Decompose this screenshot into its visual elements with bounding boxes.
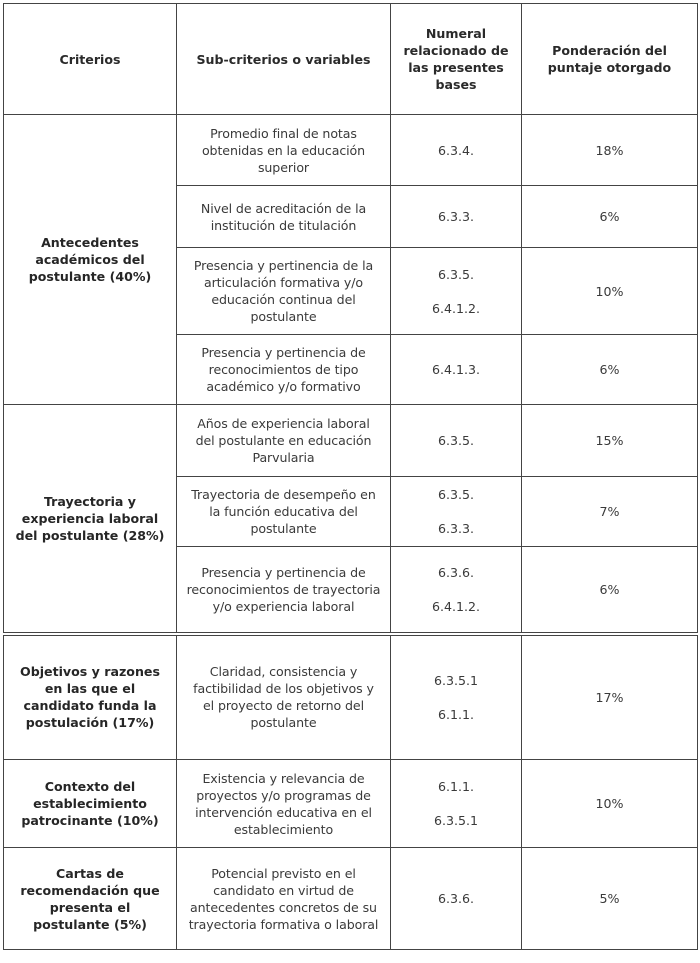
ponderacion-cell: 6% (522, 186, 698, 248)
numeral-value: 6.3.5. (437, 266, 475, 282)
ponderacion-cell: 6% (522, 335, 698, 405)
subcriterio-cell: Claridad, consistencia y factibilidad de los objetivos y el proyecto de retorno del postulante (177, 634, 391, 760)
numeral-value: 6.3.6. (437, 564, 475, 580)
table-row (4, 848, 698, 950)
table-row (4, 115, 698, 186)
numeral-cell (391, 248, 522, 335)
header-row (4, 4, 698, 115)
ponderacion-cell: 17% (522, 634, 698, 760)
numeral-value: 6.4.1.2. (431, 598, 481, 614)
criterio-cell: Objetivos y razones en las que el candidato funda la postulación (17%) (4, 634, 177, 760)
ponderacion-cell: 5% (522, 848, 698, 950)
numeral-value: 6.3.5.1 (433, 813, 479, 828)
criteria-table (3, 3, 698, 950)
numeral-cell (391, 760, 522, 848)
ponderacion-cell: 6% (522, 547, 698, 634)
numeral-value: 6.3.5. (437, 433, 475, 448)
numeral-value: 6.3.3. (437, 521, 475, 536)
ponderacion-cell: 10% (522, 760, 698, 848)
subcriterio-cell: Potencial previsto en el candidato en virtud de antecedentes concretos de su trayectoria formativa o laboral (177, 848, 391, 950)
numeral-value: 6.1.1. (437, 779, 475, 794)
criterio-cell: Contexto del establecimiento patrocinante (10%) (4, 760, 177, 848)
ponderacion-cell: 18% (522, 115, 698, 186)
subcriterio-cell: Existencia y relevancia de proyectos y/o programas de intervención educativa en el establecimiento (177, 760, 391, 848)
numeral-cell (391, 477, 522, 547)
header-criterios: Criterios (4, 4, 177, 115)
numeral-cell (391, 186, 522, 248)
table-row (4, 405, 698, 477)
subcriterio-cell: Presencia y pertinencia de la articulación formativa y/o educación continua del postulante (177, 248, 391, 335)
subcriterio-cell: Nivel de acreditación de la institución de titulación (177, 186, 391, 248)
header-ponderacion: Ponderación del puntaje otorgado (522, 4, 698, 115)
header-numeral: Numeral relacionado de las presentes bases (391, 4, 522, 115)
numeral-value: 6.3.4. (437, 142, 475, 158)
subcriterio-cell: Presencia y pertinencia de reconocimientos de tipo académico y/o formativo (177, 335, 391, 405)
ponderacion-cell: 10% (522, 248, 698, 335)
table-row (4, 634, 698, 760)
numeral-value: 6.1.1. (437, 706, 475, 722)
numeral-value: 6.4.1.2. (431, 300, 481, 316)
numeral-value: 6.3.5.1 (433, 672, 479, 688)
subcriterio-cell: Presencia y pertinencia de reconocimientos de trayectoria y/o experiencia laboral (177, 547, 391, 634)
numeral-value: 6.3.3. (437, 209, 475, 224)
numeral-cell (391, 115, 522, 186)
numeral-cell (391, 848, 522, 950)
ponderacion-cell: 7% (522, 477, 698, 547)
numeral-value: 6.3.5. (437, 487, 475, 502)
ponderacion-cell: 15% (522, 405, 698, 477)
numeral-cell (391, 547, 522, 634)
numeral-value: 6.3.6. (437, 891, 475, 906)
criterio-cell: Trayectoria y experiencia laboral del postulante (28%) (4, 405, 177, 634)
subcriterio-cell: Promedio final de notas obtenidas en la educación superior (177, 115, 391, 186)
numeral-cell (391, 405, 522, 477)
numeral-value: 6.4.1.3. (431, 362, 481, 377)
criterio-cell: Antecedentes académicos del postulante (40%) (4, 115, 177, 405)
table-row (4, 760, 698, 848)
subcriterio-cell: Trayectoria de desempeño en la función educativa del postulante (177, 477, 391, 547)
numeral-cell (391, 634, 522, 760)
criterio-cell: Cartas de recomendación que presenta el postulante (5%) (4, 848, 177, 950)
header-subcriterios: Sub-criterios o variables (177, 4, 391, 115)
numeral-cell (391, 335, 522, 405)
subcriterio-cell: Años de experiencia laboral del postulante en educación Parvularia (177, 405, 391, 477)
